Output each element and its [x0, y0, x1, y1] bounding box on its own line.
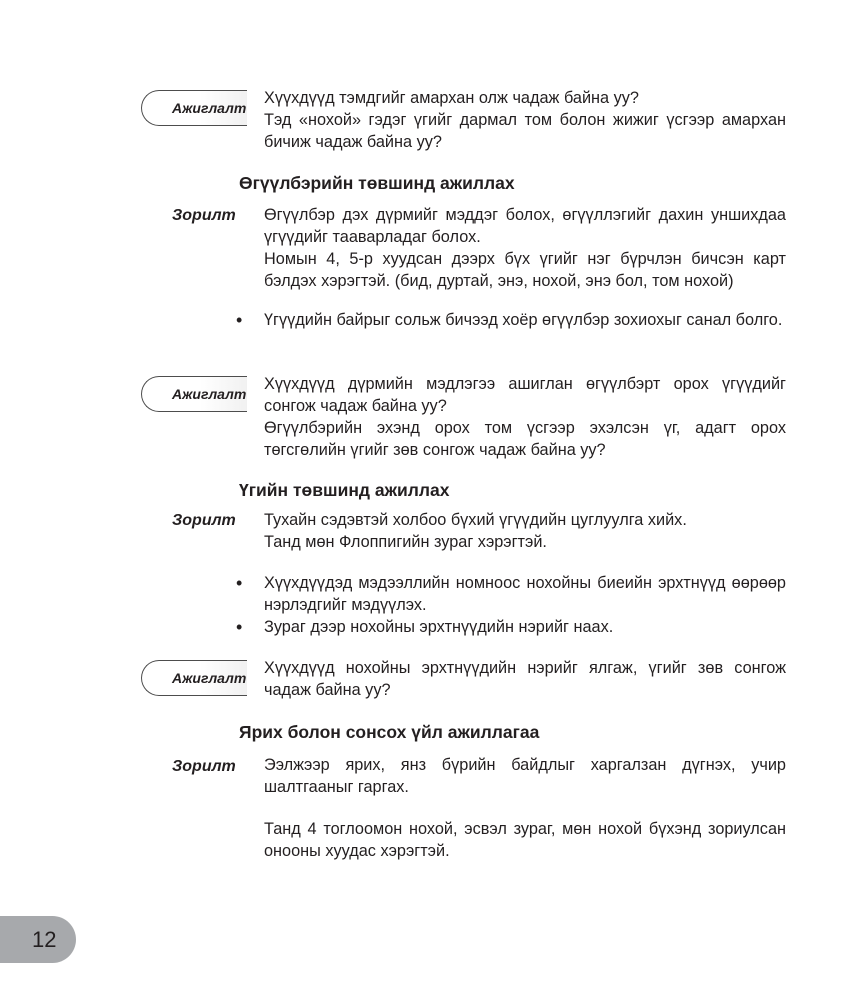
observation-badge-label: Ажиглалт	[172, 670, 247, 686]
page-number: 12	[32, 927, 57, 952]
list-item-text: Хүүхдүүдэд мэдээллийн номноос нохойны биеийн эрхтнүүд өөрөөр нэрлэдгийг мэдүүлэх.	[264, 574, 786, 614]
observation-badge	[141, 376, 247, 412]
paragraph: Танд мөн Флоппигийн зураг хэрэгтэй.	[264, 533, 547, 551]
list-item	[236, 616, 786, 638]
list-item-text: Үгүүдийн байрыг сольж бичээд хоёр өгүүлбэр зохиохыг санал болго.	[264, 311, 783, 329]
list-item	[236, 309, 786, 331]
observation-badge	[141, 660, 247, 696]
observation-text	[264, 373, 786, 461]
bullet-list	[236, 572, 786, 638]
section-heading: Үгийн төвшинд ажиллах	[239, 480, 450, 500]
observation-text	[264, 657, 786, 701]
paragraph: Ээлжээр ярих, янз бүрийн байдлыг харгалзан дүгнэх, учир шалтгааныг гаргах.	[264, 756, 786, 796]
observation-badge-label: Ажиглалт	[172, 386, 247, 402]
section-heading: Өгүүлбэрийн төвшинд ажиллах	[239, 173, 515, 193]
paragraph: Хүүхдүүд нохойны эрхтнүүдийн нэрийг ялгаж, үгийг зөв сонгож чадаж байна уу?	[264, 659, 786, 699]
page-number-tab	[0, 916, 76, 963]
list-item-text: Зураг дээр нохойны эрхтнүүдийн нэрийг наах.	[264, 618, 614, 636]
paragraph: Тэд «нохой» гэдэг үгийг дармал том болон жижиг үсгээр амархан бичиж чадаж байна уу?	[264, 111, 786, 151]
observation-badge-label: Ажиглалт	[172, 100, 247, 116]
paragraph: Тухайн сэдэвтэй холбоо бүхий үгүүдийн цуглуулга хийх.	[264, 511, 687, 529]
list-item	[236, 572, 786, 616]
goal-label: Зорилт	[172, 512, 236, 529]
goal-text	[264, 754, 786, 862]
bullet-list	[236, 309, 786, 331]
paragraph: Өгүүлбэр дэх дүрмийг мэддэг болох, өгүүллэгийг дахин уншихдаа үгүүдийг тааварладаг болох.	[264, 206, 786, 246]
paragraph: Танд 4 тоглоомон нохой, эсвэл зураг, мөн нохой бүхэнд зориулсан онооны хуудас хэрэгтэй.	[264, 820, 786, 860]
goal-text	[264, 204, 786, 292]
bullet-icon: •	[236, 617, 243, 637]
goal-text	[264, 509, 786, 553]
paragraph: Хүүхдүүд дүрмийн мэдлэгээ ашиглан өгүүлбэрт орох үгүүдийг сонгож чадаж байна уу?	[264, 375, 786, 415]
goal-label: Зорилт	[172, 758, 236, 775]
observation-badge	[141, 90, 247, 126]
observation-text	[264, 87, 786, 153]
paragraph: Номын 4, 5-р хуудсан дээрх бүх үгийг нэг бүрчлэн бичсэн карт бэлдэх хэрэгтэй. (бид, дуртай, энэ, нохой, энэ бол, том нохой)	[264, 250, 786, 290]
paragraph: Хүүхдүүд тэмдгийг амархан олж чадаж байна уу?	[264, 89, 639, 107]
bullet-icon: •	[236, 310, 243, 330]
paragraph: Өгүүлбэрийн эхэнд орох том үсгээр эхэлсэн үг, адагт орох төгсгөлийн үгийг зөв сонгож чадаж байна уу?	[264, 419, 786, 459]
goal-label: Зорилт	[172, 207, 236, 224]
section-heading: Ярих болон сонсох үйл ажиллагаа	[239, 722, 540, 742]
bullet-icon: •	[236, 573, 243, 593]
